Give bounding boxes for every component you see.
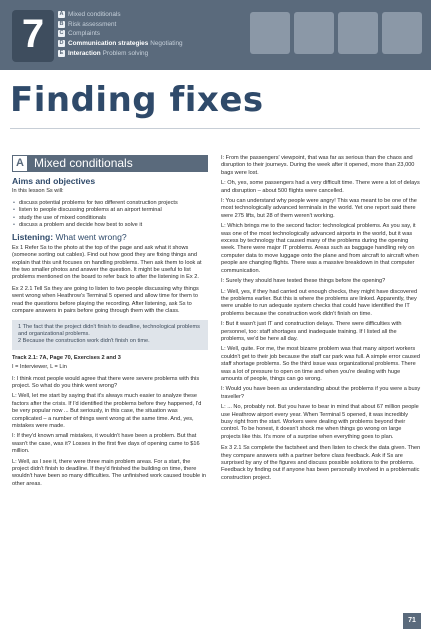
transcript-line: I: From the passengers' viewpoint, that was far as serious than the chaos and disruption to their journeys. During the week after it opened, more than 23,000 bags were lost. — [221, 155, 415, 176]
title-divider — [10, 128, 420, 129]
section-name: Mixed conditionals — [28, 155, 208, 172]
strand-letter: C — [59, 30, 64, 37]
strand-a — [58, 10, 258, 20]
transcript-line: L: Well, quite. For me, the most bizarre problem was that many airport workers couldn't get to their job because the staff car park was full. A simple error caused staff shortage problems. So the third issue was organizational problems. There was a lot of pressure to open on time and when you're dealing with huge amounts of people, things can go wrong. — [221, 346, 421, 382]
page-number: 71 — [403, 613, 421, 629]
left-column — [12, 155, 208, 491]
aims-item: • listen to people discussing problems at an airport terminal — [12, 207, 208, 214]
transcript-line: I: I think most people would agree that there were severe problems with this project. So what do you think went wrong? — [12, 375, 200, 389]
listening-subtitle: What went wrong? — [55, 232, 127, 243]
aims-intro: In this lesson Ss will: — [12, 188, 64, 195]
transcript-line: I: You can understand why people were angry! This was meant to be one of the most technologically advanced terminals in the world. Yet one report said there were 275 lifts, but 28 of them weren't working. — [221, 198, 417, 219]
transcript-line: I: If they'd known small mistakes, it wouldn't have been a problem. But that wasn't the case, was it? Losses in the first five days of opening came to $16 million. — [12, 433, 200, 455]
strand-b — [58, 20, 258, 30]
speaker-key: I = Interviewer, L = Lin — [12, 364, 67, 371]
strand-name: Risk assessment — [68, 20, 117, 28]
exercise-1-notes: Ex 1 Refer Ss to the photo at the top of the page and ask what it shows (someone sorting out cables). Find out how good they are fixing things and explain that this unit focuses on handling problems. Then ask them to look at the two smaller photos and answer the question. It might be useful to list problems mentioned on the board to refer back to after the listening in Ex 2. — [12, 244, 202, 281]
aims-list — [12, 200, 208, 230]
transcript-line: L: Which brings me to the second factor: technological problems. As you say, it was one of the most technologically advanced airports in the world, but it was excess by technology that caused many of the problems during the opening week. There were major IT problems. Areas such as baggage handling rely on computer data to move luggage onto the plane and from aircraft to aircraft when people are changing flights. There was a massive breakdown in that computer communication. — [221, 223, 419, 274]
transcript-line: L: Well, yes, if they had carried out enough checks, they might have discovered the problems earlier. But this is where the problems are linked. Apparently, they were unable to run adequate system checks that could have identified the IT problems because the construction work didn't finish on time. — [221, 288, 418, 317]
decorative-square — [338, 12, 378, 54]
strand-name: Mixed conditionals — [68, 11, 121, 19]
strand-e — [58, 48, 258, 58]
exercise-2-notes: Ex 2 2.1 Tell Ss they are going to listen to two people discussing why things went wrong when Heathrow's Terminal 5 opened and allow time for them to read the questions before playing the recording. After listening, ask Ss to compare answers in pairs before going through them with the class. — [12, 285, 199, 315]
transcript-line: I: But it wasn't just IT and construction delays. There were difficulties with personnel, too: staff shortages and inadequate training. If I listed all the problems, we'd be here all day. — [221, 321, 402, 342]
unit-number: 7 — [21, 12, 45, 56]
strand-name: Interaction — [68, 49, 101, 57]
strand-sub: Negotiating — [150, 40, 183, 48]
transcript-line: L: Well, as I see it, there were three main problem areas. For a start, the project didn't finish to deadline. If they'd finished the building on time, there wouldn't have been so many difficulties. The unfinished work caused trouble in other areas. — [12, 458, 206, 487]
aims-item: • study the use of mixed conditionals — [12, 215, 208, 222]
strand-d — [58, 39, 258, 49]
strand-letter: D — [59, 40, 64, 47]
aims-item: • discuss a problem and decide how best to solve it — [12, 222, 208, 229]
decorative-square — [382, 12, 422, 54]
section-letter: A — [12, 155, 28, 172]
transcript-left — [12, 376, 208, 489]
unit-header — [0, 0, 431, 70]
answer-item: 2 Because the construction work didn't finish on time. — [18, 338, 150, 345]
transcript-line: I: Surely they should have tested these things before the opening? — [221, 278, 386, 285]
listening-heading — [12, 234, 208, 241]
strand-letter: E — [59, 49, 64, 56]
strand-sub: Problem solving — [102, 49, 149, 57]
unit-number-box — [12, 10, 54, 62]
right-column — [221, 155, 421, 485]
transcript-line: L: ... No, probably not. But you have to bear in mind that about 67 million people use Heathrow airport every year. When Terminal 5 opened, it was incredibly busy right from the start. Workers were dealing with problems beyond their control. To be honest, it doesn't shock me when things go wrong on large projects like this. It's more of a surprise when everything goes to plan. — [221, 404, 419, 440]
answer-item: 1 The fact that the project didn't finish to deadline, technological problems and organizational problems. — [18, 323, 200, 337]
transcript-line: I: Would you have been as understanding about the problems if you were a busy traveller? — [221, 386, 421, 400]
strand-letter: A — [59, 11, 64, 18]
strand-c — [58, 29, 258, 39]
aims-item: • discuss potential problems for two different construction projects — [12, 200, 208, 207]
strand-letter: B — [59, 20, 64, 27]
transcript-line: L: Well, let me start by saying that it's always much easier to analyze these factors after the crisis. If I'd identified the problems before they happened, I'd be very popular now ... But seriously, in this case, the situation was complicated – a number of things went wrong at the same time. And, yes, mistakes were made. — [12, 393, 202, 429]
aims-heading: Aims and objectives — [12, 176, 96, 186]
decorative-squares — [250, 12, 422, 54]
transcript-line: L: Oh, yes, some passengers had a very difficult time. There were a lot of delays and disruption – about 500 flights were cancelled. — [221, 180, 420, 194]
unit-strands-list — [58, 10, 258, 58]
exercise-3-notes: Ex 3 2.1 Ss complete the factsheet and then listen to check the data given. Then they compare answers with a partner before class feedback. Ask if Ss are surprised by any of the figures and discuss possible solutions to the problems. Feedback by finding out if anyone has been personally involved in a problematic construction project. — [221, 445, 421, 481]
decorative-square — [250, 12, 290, 54]
listening-label: Listening: — [12, 232, 54, 243]
track-heading: Track 2.1: 7A, Page 70, Exercises 2 and 3 — [12, 354, 121, 361]
strand-name: Communication strategies — [68, 40, 149, 48]
section-tag — [12, 155, 208, 172]
decorative-square — [294, 12, 334, 54]
answer-key-box — [12, 320, 208, 350]
page-title: Finding fixes — [10, 80, 264, 120]
strand-name: Complaints — [68, 30, 100, 38]
